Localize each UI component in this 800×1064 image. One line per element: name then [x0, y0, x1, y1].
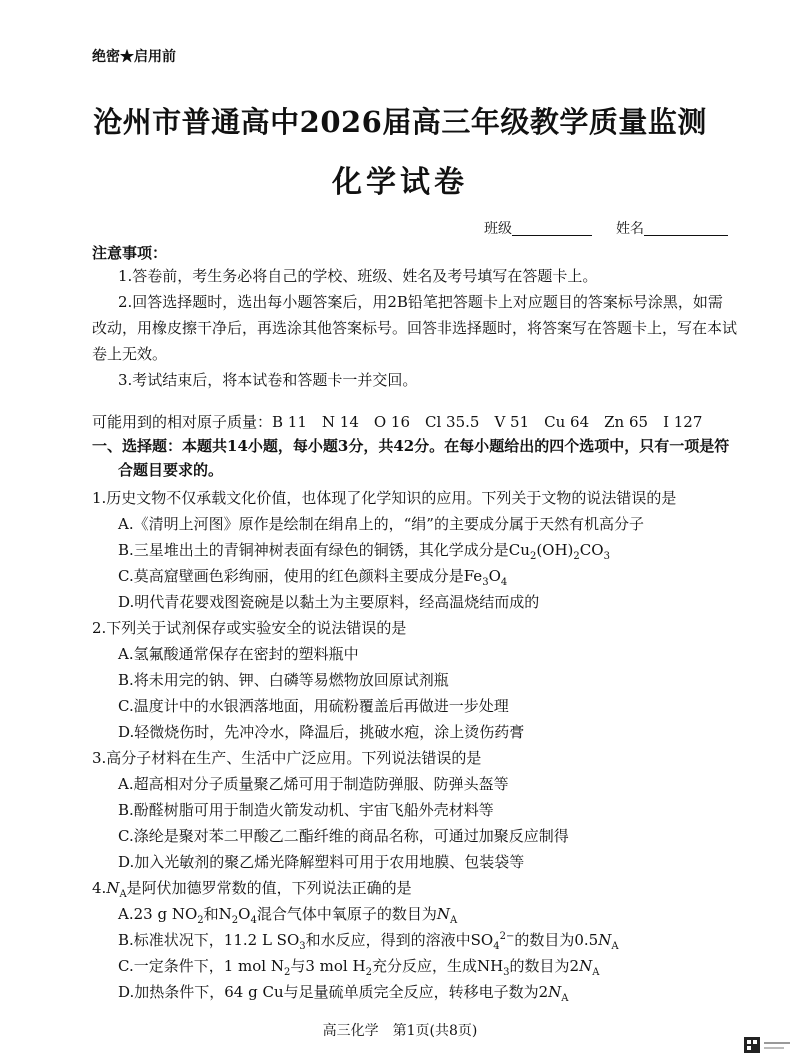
- question-4-stem: $4.N_A$是阿伏加德罗常数的值，下列说法正确的是: [92, 879, 412, 900]
- question-1-option-b: B.三星堆出土的青铜神树表面有绿色的铜锈，其化学成分是$Cu_2(OH)_2CO_3$: [118, 541, 610, 562]
- question-4-option-a: A.23 g $NO_2$和$N_2O_4$混合气体中氧原子的数目为$N_A$: [118, 905, 458, 926]
- section-heading-cont: 合题目要求的。: [118, 461, 224, 479]
- notice-item: 改动，用橡皮擦干净后，再选涂其他答案标号。回答非选择题时，将答案写在答题卡上，写在本试: [92, 319, 738, 337]
- question-2-option-d: D.轻微烧伤时，先冲冷水，降温后，挑破水疱，涂上烫伤药膏: [118, 723, 525, 741]
- question-1-option-d: D.明代青花婴戏图瓷碗是以黏土为主要原料，经高温烧结而成的: [118, 593, 540, 611]
- question-3-stem: 3.高分子材料在生产、生活中广泛应用。下列说法错误的是: [92, 749, 482, 767]
- question-1-option-c: C.莫高窟壁画色彩绚丽，使用的红色颜料主要成分是$Fe_3O_4$: [118, 567, 508, 588]
- question-4-option-b: B.标准状况下，11.2 L $SO_3$和水反应，得到的溶液中$SO_4^{2-}$的数目为$0.5N_A$: [118, 931, 619, 952]
- question-3-option-b: B.酚醛树脂可用于制造火箭发动机、宇宙飞船外壳材料等: [118, 801, 494, 819]
- exam-subtitle: 化学试卷: [332, 165, 468, 200]
- notice-item: 3.考试结束后，将本试卷和答题卡一并交回。: [118, 371, 418, 389]
- question-3-option-c: C.涤纶是聚对苯二甲酸乙二酯纤维的商品名称，可通过加聚反应制得: [118, 827, 569, 845]
- atomic-mass-line: 可能用到的相对原子质量：B 11 N 14 O 16 Cl 35.5 V 51 Cu 64 Zn 65 I 127: [92, 413, 703, 431]
- name-blank[interactable]: [644, 221, 728, 236]
- question-3-option-d: D.加入光敏剂的聚乙烯光降解塑料可用于农用地膜、包装袋等: [118, 853, 525, 871]
- question-2-option-a: A.氢氟酸通常保存在密封的塑料瓶中: [118, 645, 359, 663]
- question-3-option-a: A.超高相对分子质量聚乙烯可用于制造防弹服、防弹头盔等: [118, 775, 509, 793]
- question-1-stem: 1.历史文物不仅承载文化价值，也体现了化学知识的应用。下列关于文物的说法错误的是: [92, 489, 677, 507]
- notice-item: 1.答卷前，考生务必将自己的学校、班级、姓名及考号填写在答题卡上。: [118, 267, 598, 285]
- name-field: [616, 218, 728, 238]
- class-field: [484, 218, 592, 238]
- confidential-mark: 绝密★启用前: [92, 49, 176, 65]
- section-heading: 一、选择题：本题共14小题，每小题3分，共42分。在每小题给出的四个选项中，只有一项是符: [92, 437, 730, 455]
- question-4-option-d: D.加热条件下，64 g Cu与足量硫单质完全反应，转移电子数为$2N_A$: [118, 983, 569, 1004]
- exam-title: 沧州市普通高中2026届高三年级教学质量监测: [93, 105, 707, 139]
- question-2-stem: 2.下列关于试剂保存或实验安全的说法错误的是: [92, 619, 407, 637]
- question-1-option-a: A.《清明上河图》原作是绘制在绢帛上的，“绢”的主要成分属于天然有机高分子: [118, 515, 644, 533]
- question-2-option-b: B.将未用完的钠、钾、白磷等易燃物放回原试剂瓶: [118, 671, 449, 689]
- scanner-watermark-icon: [744, 1036, 792, 1054]
- page-footer: 高三化学 第1页(共8页): [322, 1023, 478, 1039]
- notice-item: 卷上无效。: [92, 345, 168, 363]
- class-blank[interactable]: [512, 221, 592, 236]
- name-label: 姓名: [616, 221, 644, 237]
- class-label: 班级: [484, 221, 512, 237]
- question-4-option-c: C.一定条件下，1 mol $N_2$与3 mol $H_2$充分反应，生成$NH_3$的数目为$2N_A$: [118, 957, 600, 978]
- notice-item: 2.回答选择题时，选出每小题答案后，用2B铅笔把答题卡上对应题目的答案标号涂黑，如需: [118, 293, 723, 311]
- question-2-option-c: C.温度计中的水银洒落地面，用硫粉覆盖后再做进一步处理: [118, 697, 509, 715]
- notice-heading: 注意事项：: [92, 244, 168, 262]
